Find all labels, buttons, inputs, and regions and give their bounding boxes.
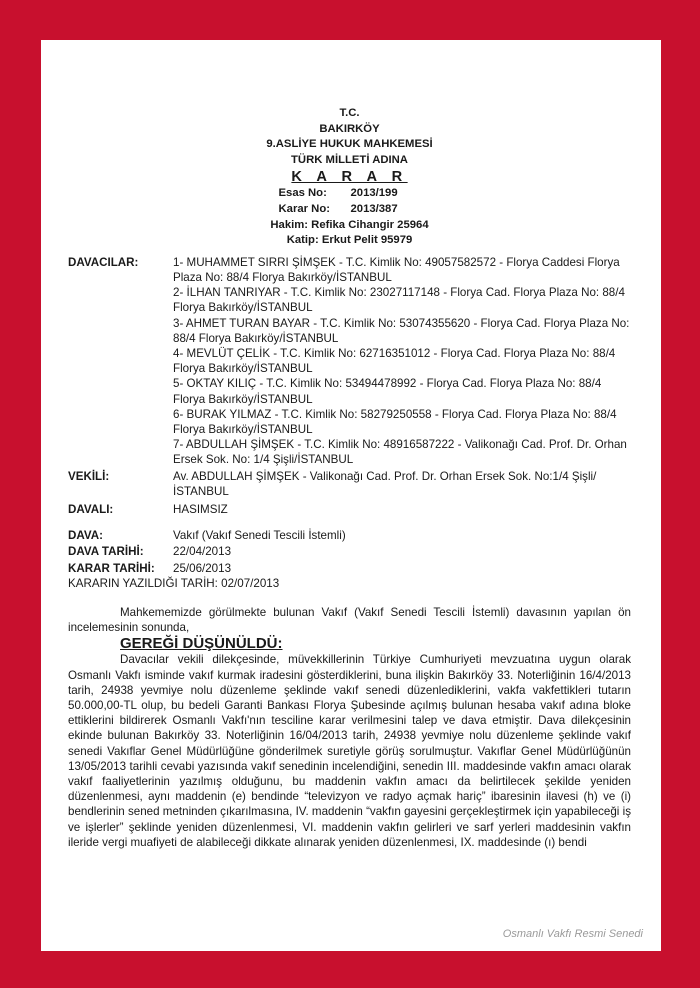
case-date-value: 22/04/2013 — [173, 545, 232, 559]
considered-heading: GEREĞİ DÜŞÜNÜLDÜ: — [120, 635, 283, 653]
case-type-value: Vakıf (Vakıf Senedi Tescili İstemli) — [173, 529, 346, 543]
attorney-section — [68, 469, 631, 499]
document-page — [41, 40, 661, 951]
header-line: 9.ASLİYE HUKUK MAHKEMESİ — [266, 138, 433, 151]
clerk-line: Katip: Erkut Pelit 95979 — [286, 234, 413, 247]
document-content — [68, 106, 631, 850]
case-type-row — [68, 528, 631, 543]
plaintiff-entry: 3- AHMET TURAN BAYAR - T.C. Kimlik No: 53074355620 - Florya Cad. Florya Plaza No: 88/4 Florya Bakırköy/İSTANBUL — [173, 316, 630, 345]
plaintiff-entry: 7- ABDULLAH ŞİMŞEK - T.C. Kimlik No: 48916587222 - Valikonağı Cad. Prof. Dr. Orhan Ersek Sok. No: 1/4 Şişli/İSTANBUL — [173, 438, 627, 467]
decision-title: K A R A R — [291, 169, 408, 186]
judge-line: Hakim: Refika Cihangir 25964 — [270, 218, 429, 231]
case-date-label: DAVA TARİHİ: — [68, 545, 144, 559]
decision-date-label: KARAR TARİHİ: — [68, 561, 155, 575]
written-date-label: KARARIN YAZILDIĞI TARİH: — [68, 576, 218, 590]
header-line: BAKIRKÖY — [319, 122, 380, 135]
defendant-value: HASIMSIZ — [173, 503, 228, 516]
written-date-value: 02/07/2013 — [221, 576, 280, 590]
plaintiffs-list — [173, 255, 631, 468]
decision-date-value: 25/06/2013 — [173, 561, 232, 575]
plaintiff-entry: 5- OKTAY KILIÇ - T.C. Kimlik No: 53494478992 - Florya Cad. Florya Plaza No: 88/4 Florya Bakırköy/İSTANBUL — [173, 377, 602, 406]
esas-no-value: 2013/199 — [350, 187, 398, 200]
plaintiff-entry: 1- MUHAMMET SIRRI ŞİMŞEK - T.C. Kimlik No: 49057582572 - Florya Caddesi Florya Plaza No: 88/4 Florya Bakırköy/İSTANBUL — [173, 255, 620, 284]
case-date-row — [68, 544, 631, 559]
court-header — [68, 106, 631, 249]
attorney-label: VEKİLİ: — [68, 469, 110, 483]
defendant-section — [68, 502, 631, 517]
karar-no-label: Karar No: — [278, 202, 330, 215]
decision-date-row — [68, 561, 631, 576]
defendant-label: DAVALI: — [68, 503, 114, 516]
karar-no-row — [68, 202, 631, 218]
esas-no-row — [68, 186, 631, 202]
header-line: TÜRK MİLLETİ ADINA — [291, 153, 408, 166]
plaintiffs-section — [68, 255, 631, 468]
plaintiffs-label: DAVACILAR: — [68, 255, 139, 269]
plaintiff-entry: 6- BURAK YILMAZ - T.C. Kimlik No: 58279250558 - Florya Cad. Florya Plaza No: 88/4 Florya Bakırköy/İSTANBUL — [173, 407, 617, 436]
case-type-label: DAVA: — [68, 529, 103, 543]
plaintiff-entry: 4- MEVLÜT ÇELİK - T.C. Kimlik No: 62716351012 - Florya Cad. Florya Plaza No: 88/4 Florya Bakırköy/İSTANBUL — [173, 346, 616, 376]
plaintiff-entry: 2- İLHAN TANRIYAR - T.C. Kimlik No: 23027117148 - Florya Cad. Florya Plaza No: 88/4 Florya Bakırköy/İSTANBUL — [173, 286, 625, 315]
esas-no-label: Esas No: — [278, 187, 327, 200]
attorney-value: Av. ABDULLAH ŞİMŞEK - Valikonağı Cad. Prof. Dr. Orhan Ersek Sok. No:1/4 Şişli/İSTANBUL — [173, 469, 597, 498]
header-line: T.C. — [339, 107, 360, 119]
body-paragraph: Davacılar vekili dilekçesinde, müvekkillerinin Türkiye Cumhuriyeti mevzuatına uygun olarak Osmanlı Vakfı isminde vakıf kurmak iradesini gösterdiklerini, buna ilişkin Bakırköy 33. Noterliğinin 16/4/2013 tarih, 24938 yevmiye nolu düzenleme şeklinde vakıf senedi düzenlediklerini, vakfa vakfettikleri tutarın 50.000,00-TL olup, bu bedeli Garanti Bankası Florya Şubesinde açılmış bulunan hesaba vakıf adına bloke ettiklerini bildirerek Osmanlı Vakfı'nın tesciline karar verilmesini talep ve dava etmiştir. Dava dilekçesinin ekinde bulunan Bakırköy 33. Noterliğinin 16/04/2013 tarih, 24938 yevmiye nolu düzenleme şeklinde vakıf senedi Vakıflar Genel Müdürlüğüne gönderilmek suretiyle görüş sorulmuştur. Vakıflar Genel Müdürlüğünün 13/05/2013 tarihli cevabi yazısında vakıf senedinin incelendiğini, senedin III. maddesinde vakfın amacı olarak vakıf faaliyetlerinin yazılmış olduğunu, bu maddenin vakfın amacı da belirtilecek şekilde yeniden düzenlenmesi, aynı maddenin (e) bendinde “televizyon ve radyo açmak hariç” ibaresinin ilavesi (h) ve (i) bendlerinin sened metninden çıkarılmasına, IV. maddenin “vakfın gayesini gerçekleştirmek için yapabileceği iş ve işlerler” şeklinde yeniden düzenlenmesi, VI. maddenin vakfın gelirleri ve sarf yerleri maddesinin vakfın ileride vergi muafiyeti de alabileceği dikkate alınarak yeniden düzenlenmesi, IX. maddesinde (ı) bendi — [68, 653, 631, 849]
intro-paragraph: Mahkememizde görülmekte bulunan Vakıf (Vakıf Senedi Tescili İstemli) davasının yapılan ön incelemesinin sonunda, — [68, 606, 631, 635]
karar-no-value: 2013/387 — [350, 202, 398, 215]
footer-caption: Osmanlı Vakfı Resmi Senedi — [502, 928, 643, 940]
written-date-row — [68, 576, 631, 591]
